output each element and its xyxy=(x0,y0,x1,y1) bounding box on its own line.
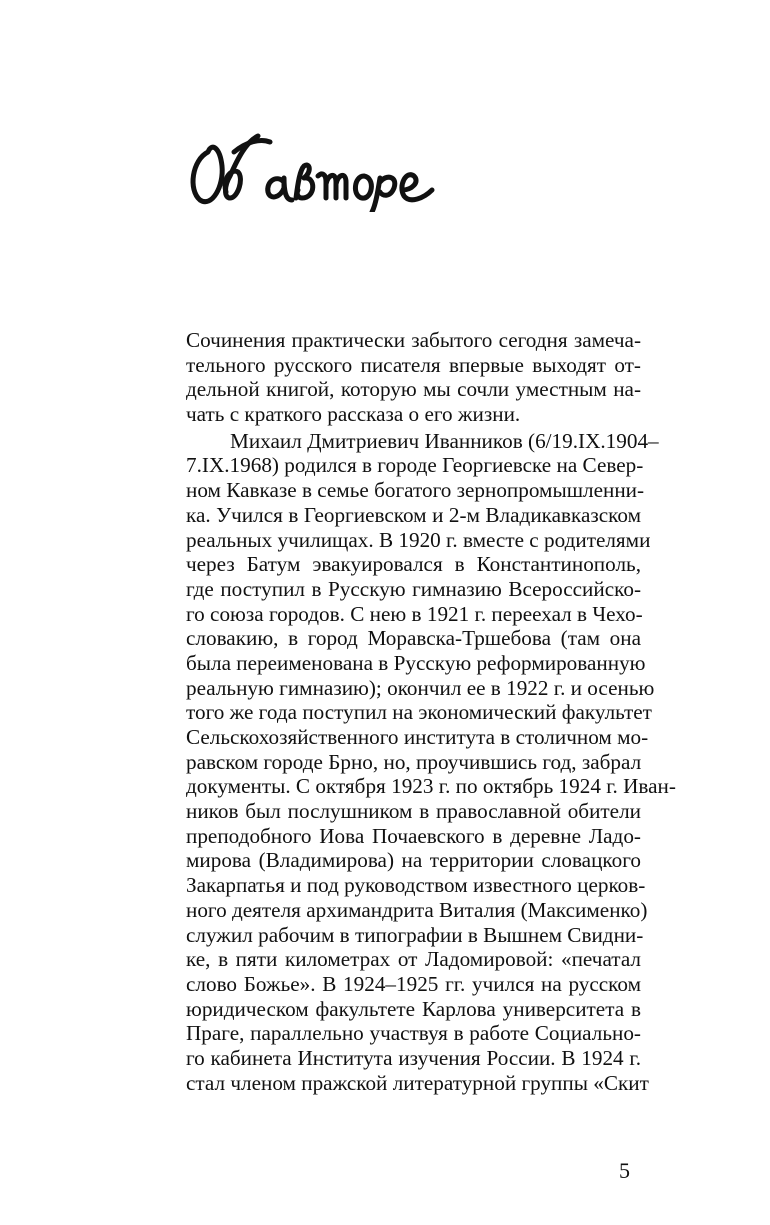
text-line: тельного русского писателя впервые выходят от- xyxy=(186,352,641,377)
text-line: го союза городов. С нею в 1921 г. переехал в Чехо- xyxy=(186,601,643,626)
text-line: Михаил Дмитриевич Иванников (6/19.IX.1904– xyxy=(230,428,659,453)
text-line: ного деятеля архимандрита Виталия (Максименко) xyxy=(186,897,648,922)
text-line: дельной книгой, которую мы сочли уместным на- xyxy=(186,377,641,402)
text-line: документы. С октября 1923 г. по октябрь 1924 г. Иван- xyxy=(186,774,676,799)
text-line: Праге, параллельно участвуя в работе Социально- xyxy=(186,1021,641,1046)
text-line: равском городе Брно, но, проучившись год, забрал xyxy=(186,749,642,774)
page-number: 5 xyxy=(619,1158,630,1183)
text-line: была переименована в Русскую реформированную xyxy=(186,650,646,675)
chapter-heading xyxy=(186,112,456,212)
text-line: служил рабочим в типографии в Вышнем Свидни- xyxy=(186,922,644,947)
text-line: ников был послушником в православной обители xyxy=(186,799,641,824)
text-line: го кабинета Института изучения России. В 1924 г. xyxy=(186,1045,641,1070)
text-line: реальную гимназию); окончил ее в 1922 г. и осенью xyxy=(186,675,655,700)
text-line: через Батум эвакуировался в Константинополь, xyxy=(186,552,641,577)
text-line: слово Божье». В 1924–1925 гг. учился на русском xyxy=(186,971,641,996)
paragraph-intro xyxy=(186,328,641,427)
text-line: Сочинения практически забытого сегодня замеча- xyxy=(186,328,641,352)
text-line: Сельскохозяйственного института в столичном мо- xyxy=(186,725,649,749)
text-line: мирова (Владимирова) на территории словацкого xyxy=(186,848,641,873)
text-line: ке, в пяти километрах от Ладомировой: «печатал xyxy=(186,947,641,972)
text-line: где поступил в Русскую гимназию Всероссийско- xyxy=(186,576,641,601)
text-line: реальных училищах. В 1920 г. вместе с родителями xyxy=(186,527,651,552)
text-line: Закарпатья и под руководством известного церков- xyxy=(186,873,646,898)
text-line: преподобного Иова Почаевского в деревне Ладо- xyxy=(186,823,641,848)
text-line: ном Кавказе в семье богатого зернопромышленни- xyxy=(186,478,645,503)
text-line: словакию, в город Моравска-Тршебова (там она xyxy=(186,626,641,651)
text-line: юридическом факультете Карлова университета в xyxy=(186,996,641,1021)
text-line: ка. Учился в Георгиевском и 2-м Владикавказском xyxy=(186,502,641,527)
text-line: чать с краткого рассказа о его жизни. xyxy=(186,402,521,427)
paragraph-biography xyxy=(186,428,676,1096)
handwritten-heading-about-author xyxy=(186,112,456,212)
text-line: 7.IX.1968) родился в городе Георгиевске на Север- xyxy=(186,453,644,478)
text-line: того же года поступил на экономический факультет xyxy=(186,700,652,725)
body-text xyxy=(186,328,676,1095)
text-line: стал членом пражской литературной группы «Скит xyxy=(186,1070,649,1095)
